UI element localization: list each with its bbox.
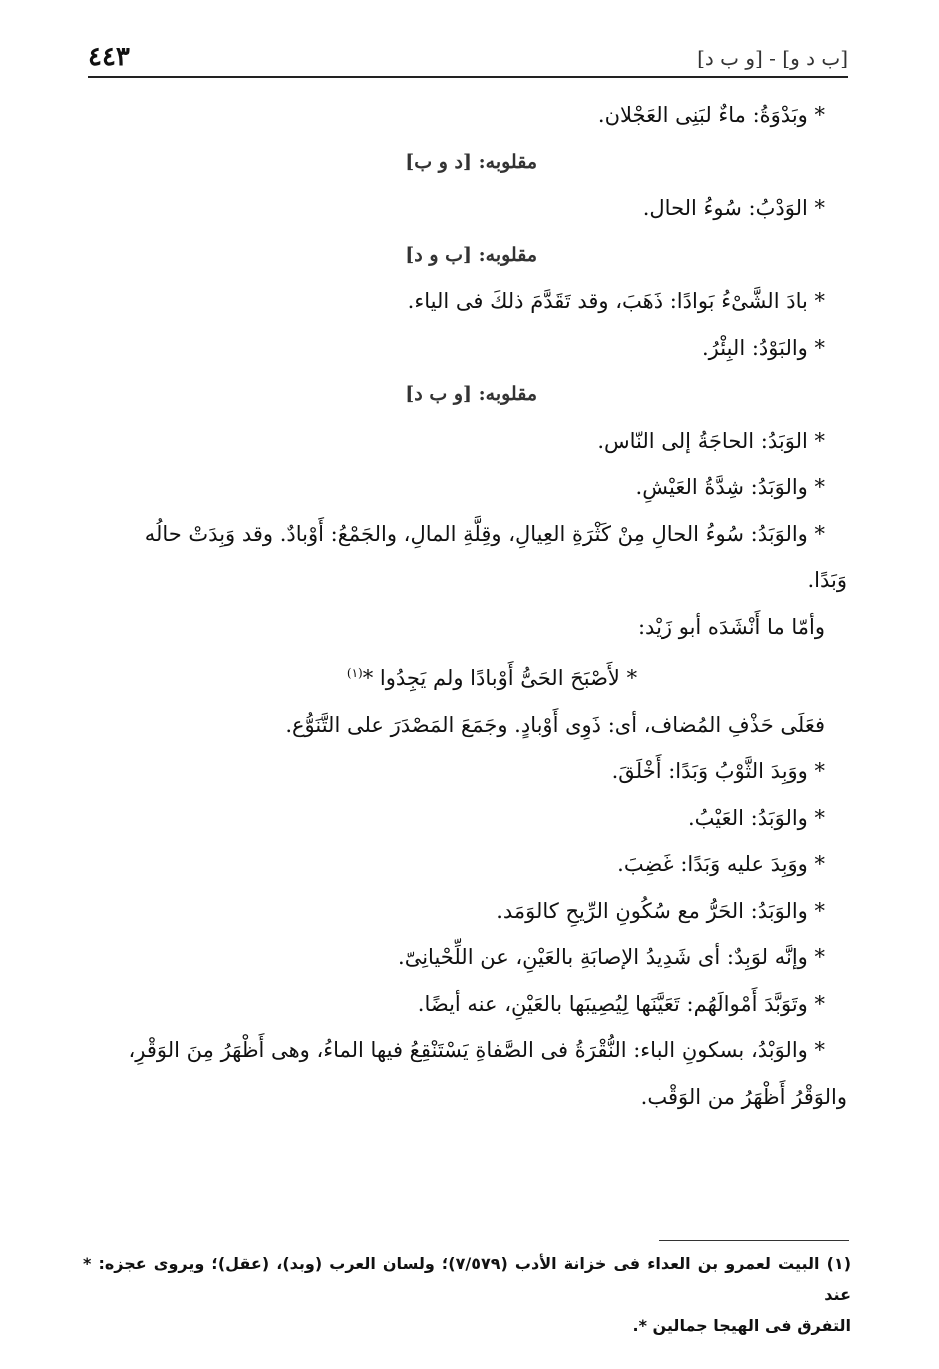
entry-line: * بادَ الشَّىْءُ بَوادًا: ذَهَبَ، وقد تَقَدَّمَ ذلكَ فى الياء. xyxy=(407,289,825,313)
entry-line: * والوَبَدُ: الحَرُّ مع سُكُونِ الرِّيحِ كالوَمَد. xyxy=(496,898,825,923)
entry-line: * وإنَّه لوَبِدٌ: أى شَدِيدُ الإصابَةِ بالعَيْنِ، عن اللِّحْيانِىّ. xyxy=(398,945,825,969)
entry-line: * والوَبَدُ: شِدَّةُ العَيْشِ. xyxy=(635,475,825,499)
footnote xyxy=(83,1248,851,1341)
entry-line: وأمّا ما أَنْشَدَه أبو زَيْد: xyxy=(637,614,825,639)
entry-line: * الوَدْبُ: سُوءُ الحال. xyxy=(642,196,825,220)
section-heading: مقلوبه: [و ب د] xyxy=(405,383,537,405)
entry-line: * ووَبِدَ الثَّوْبُ وَبَدًا: أَخْلَقَ. xyxy=(611,759,825,783)
entry-line-continued: وَبَدًا. xyxy=(807,568,847,592)
entry-line: * والوَبْدُ، بسكونِ الباء: النُّقْرَةُ فى الصَّفاةِ يَسْتَنْقِعُ فيها الماءُ، وهى أَظْهَرُ مِنَ الوَقْرِ، xyxy=(128,1038,825,1062)
entry-line: * وبَدْوَةُ: ماءٌ لبَنِى العَجْلان. xyxy=(597,103,825,127)
footnote-divider xyxy=(659,1240,849,1241)
section-heading: مقلوبه: [د و ب] xyxy=(405,150,537,173)
footnote-line: (١) البيت لعمرو بن العداء فى خزانة الأدب (٧/٥٧٩)؛ ولسان العرب (وبد)، (عقل)؛ ويروى عجزه: * عند xyxy=(83,1254,851,1304)
entry-paragraph xyxy=(67,1027,847,1120)
entry-line: * والوَبَدُ: العَيْبُ. xyxy=(687,805,825,830)
entry-line: * وتَوَبَّدَ أَمْوالَهُم: تَعَيَّنَها لِيُصِيبَها بالعَيْنِ، عنه أيضًا. xyxy=(417,991,825,1016)
body-text xyxy=(77,92,847,1120)
poem-verse xyxy=(77,650,847,702)
entry-line: * الوَبَدُ: الحاجَةُ إلى النّاس. xyxy=(597,428,825,453)
entry-paragraph xyxy=(67,511,847,604)
poem-text: * لأَصْبَحَ الحَىُّ أَوْبادًا ولم يَجِدُوا * xyxy=(362,666,638,690)
entry-line: * والوَبَدُ: سُوءُ الحالِ مِنْ كَثْرَةِ العِيالِ، وقِلَّةِ المالِ، والجَمْعُ: أَوْبادٌ. وقد وَبِدَتْ حالُه xyxy=(144,521,825,546)
page-header xyxy=(88,42,848,78)
footnote-reference: (١) xyxy=(346,666,363,680)
entry-line: * والبَوْدُ: البِئْرُ. xyxy=(701,335,825,360)
entry-line: فعَلَى حَذْفِ المُضاف، أى: ذَوِى أَوْبادٍ. وجَمَعَ المَصْدَرَ على التَّنَوُّع. xyxy=(285,712,825,737)
entry-line-continued: والوَقْرُ أَظْهَرُ من الوَقْب. xyxy=(640,1084,847,1109)
page-number: ٤٤٣ xyxy=(88,42,130,72)
entry-line: * ووَبِدَ عليه وَبَدًا: غَضِبَ. xyxy=(617,852,825,876)
section-heading: مقلوبه: [ب و د] xyxy=(405,243,537,266)
footnote-line: التفرق فى الهيجا جمالين *. xyxy=(632,1316,851,1335)
running-head: [ب د و] - [و ب د] xyxy=(697,46,848,70)
